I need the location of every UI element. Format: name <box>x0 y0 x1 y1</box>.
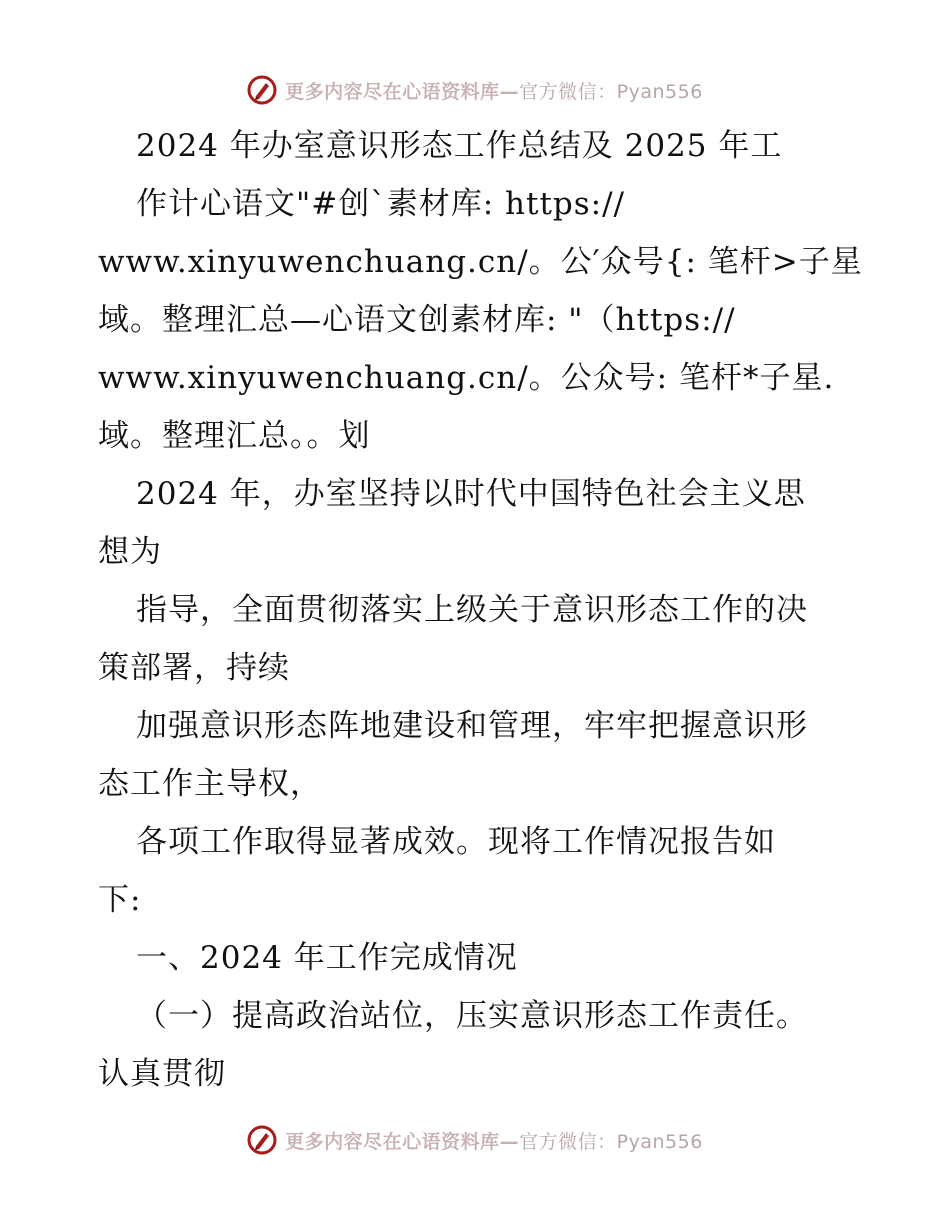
text-line: 域。整理汇总—心语文创素材库: "（https:// <box>98 302 736 338</box>
text-line: （一）提高政治站位，压实意识形态工作责任。 <box>136 998 808 1034</box>
text-line: www.xinyuwenchuang.cn/。公众号: 笔杆*子星. <box>98 360 835 396</box>
text-line: 认真贯彻 <box>98 1056 226 1092</box>
text-line: 策部署，持续 <box>98 650 290 686</box>
text-line: 2024 年，办室坚持以时代中国特色社会主义思 <box>136 476 806 512</box>
text-line: 想为 <box>98 534 162 570</box>
text-line: 作计心语文"#创`素材库: https:// <box>136 186 625 222</box>
text-line: 域。整理汇总。。划 <box>98 418 371 454</box>
text-line: 态工作主导权， <box>98 766 322 802</box>
footer-watermark <box>0 1120 950 1160</box>
watermark-text: 更多内容尽在心语资料库—官方微信：Pyan556 <box>285 80 703 103</box>
pen-logo-icon <box>247 1125 277 1155</box>
text-line: www.xinyuwenchuang.cn/。公′众号{: 笔杆>子星 <box>98 244 863 280</box>
text-line: 一、2024 年工作完成情况 <box>136 940 518 976</box>
text-line: 各项工作取得显著成效。现将工作情况报告如 <box>136 824 776 860</box>
text-line: 下: <box>98 882 142 918</box>
text-line: 加强意识形态阵地建设和管理，牢牢把握意识形 <box>136 708 808 744</box>
pen-logo-icon <box>247 75 277 105</box>
header-watermark <box>0 70 950 110</box>
text-line: 指导，全面贯彻落实上级关于意识形态工作的决 <box>136 592 808 628</box>
text-line: 2024 年办室意识形态工作总结及 2025 年工 <box>136 128 783 164</box>
document-body <box>98 117 863 1103</box>
watermark-text: 更多内容尽在心语资料库—官方微信：Pyan556 <box>285 1130 703 1153</box>
